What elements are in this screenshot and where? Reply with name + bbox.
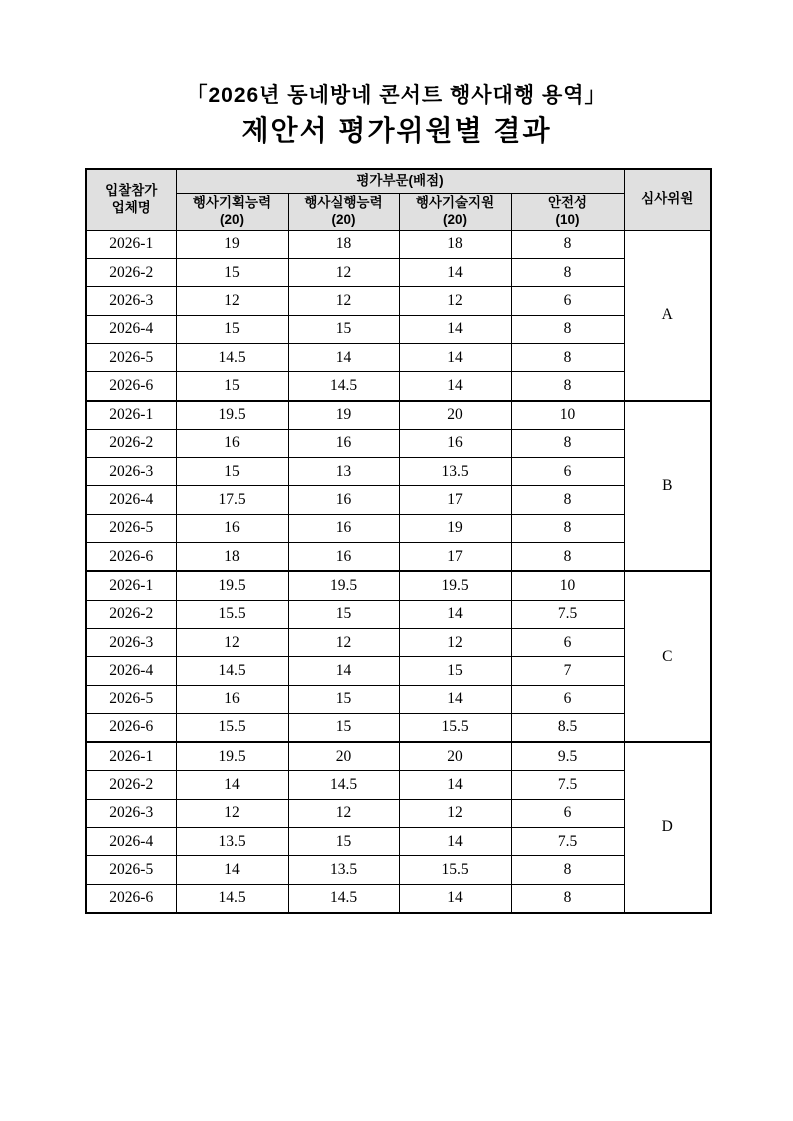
header-col-execution-max: (20)	[331, 211, 356, 227]
header-col-safety-max: (10)	[555, 211, 580, 227]
header-company-line2: 업체명	[111, 199, 151, 215]
score-cell: 17	[399, 543, 511, 572]
score-cell: 17.5	[176, 486, 288, 514]
score-cell: 15	[288, 827, 399, 855]
company-name-cell: 2026-4	[86, 486, 176, 514]
score-cell: 14	[399, 884, 511, 913]
header-col-execution	[288, 194, 399, 231]
score-cell: 8	[511, 259, 624, 287]
score-cell: 15	[288, 315, 399, 343]
score-cell: 12	[288, 799, 399, 827]
company-name-cell: 2026-5	[86, 343, 176, 371]
header-col-safety	[511, 194, 624, 231]
score-cell: 19.5	[176, 742, 288, 771]
score-cell: 12	[176, 628, 288, 656]
table-row	[86, 315, 711, 343]
score-cell: 14	[176, 771, 288, 799]
score-cell: 12	[399, 287, 511, 315]
score-cell: 14	[399, 600, 511, 628]
score-cell: 13.5	[399, 458, 511, 486]
score-cell: 14	[399, 343, 511, 371]
company-name-cell: 2026-5	[86, 685, 176, 713]
score-cell: 16	[176, 685, 288, 713]
score-cell: 10	[511, 571, 624, 600]
company-name-cell: 2026-5	[86, 514, 176, 542]
table-row	[86, 799, 711, 827]
company-name-cell: 2026-4	[86, 657, 176, 685]
header-row-sub	[86, 194, 711, 231]
score-cell: 19	[176, 230, 288, 258]
company-name-cell: 2026-4	[86, 315, 176, 343]
table-row	[86, 486, 711, 514]
score-cell: 8	[511, 315, 624, 343]
table-row	[86, 401, 711, 430]
score-cell: 15	[176, 315, 288, 343]
header-col-planning-max: (20)	[219, 211, 244, 227]
score-cell: 6	[511, 458, 624, 486]
score-cell: 6	[511, 799, 624, 827]
score-cell: 6	[511, 685, 624, 713]
table-row	[86, 827, 711, 855]
score-cell: 15	[288, 713, 399, 742]
score-cell: 14.5	[288, 372, 399, 401]
header-col-techsupport	[399, 194, 511, 231]
score-cell: 19	[399, 514, 511, 542]
company-name-cell: 2026-1	[86, 401, 176, 430]
document-title: 「2026년 동네방네 콘서트 행사대행 용역」	[186, 84, 607, 107]
score-cell: 12	[176, 799, 288, 827]
score-cell: 16	[288, 429, 399, 457]
judge-cell: A	[624, 230, 711, 400]
score-cell: 14.5	[288, 771, 399, 799]
score-cell: 15	[288, 600, 399, 628]
score-cell: 14	[288, 343, 399, 371]
score-cell: 15	[176, 458, 288, 486]
score-cell: 13	[288, 458, 399, 486]
score-cell: 14	[399, 259, 511, 287]
table-row	[86, 259, 711, 287]
score-cell: 16	[399, 429, 511, 457]
company-name-cell: 2026-2	[86, 429, 176, 457]
score-cell: 15.5	[176, 713, 288, 742]
company-name-cell: 2026-3	[86, 287, 176, 315]
header-judge: 심사위원	[624, 169, 711, 230]
score-cell: 7.5	[511, 771, 624, 799]
company-name-cell: 2026-3	[86, 799, 176, 827]
table-row	[86, 713, 711, 742]
score-cell: 18	[288, 230, 399, 258]
score-cell: 16	[288, 543, 399, 572]
company-name-cell: 2026-1	[86, 571, 176, 600]
score-cell: 15	[399, 657, 511, 685]
score-cell: 13.5	[176, 827, 288, 855]
score-cell: 12	[288, 259, 399, 287]
score-cell: 12	[399, 628, 511, 656]
score-cell: 14	[399, 827, 511, 855]
score-cell: 20	[399, 742, 511, 771]
table-row	[86, 600, 711, 628]
company-name-cell: 2026-1	[86, 742, 176, 771]
judge-cell: C	[624, 571, 711, 742]
title-block	[0, 0, 793, 147]
score-cell: 8	[511, 429, 624, 457]
score-cell: 17	[399, 486, 511, 514]
score-cell: 18	[399, 230, 511, 258]
score-cell: 19	[288, 401, 399, 430]
score-cell: 12	[176, 287, 288, 315]
score-cell: 14.5	[176, 657, 288, 685]
score-cell: 19.5	[288, 571, 399, 600]
table-row	[86, 543, 711, 572]
table-row	[86, 458, 711, 486]
score-cell: 15	[288, 685, 399, 713]
score-cell: 6	[511, 628, 624, 656]
score-cell: 8.5	[511, 713, 624, 742]
table-row	[86, 343, 711, 371]
judge-cell: D	[624, 742, 711, 913]
company-name-cell: 2026-5	[86, 856, 176, 884]
score-cell: 14.5	[176, 343, 288, 371]
company-name-cell: 2026-6	[86, 372, 176, 401]
company-name-cell: 2026-3	[86, 628, 176, 656]
score-cell: 14	[288, 657, 399, 685]
score-cell: 7.5	[511, 827, 624, 855]
score-cell: 6	[511, 287, 624, 315]
header-col-planning	[176, 194, 288, 231]
document-subtitle: 제안서 평가위원별 결과	[241, 115, 552, 146]
score-cell: 16	[288, 514, 399, 542]
score-cell: 19.5	[399, 571, 511, 600]
score-cell: 14	[399, 685, 511, 713]
score-cell: 8	[511, 486, 624, 514]
header-col-execution-name: 행사실행능력	[304, 195, 383, 210]
table-row	[86, 742, 711, 771]
table-row	[86, 657, 711, 685]
score-cell: 15.5	[399, 713, 511, 742]
company-name-cell: 2026-6	[86, 713, 176, 742]
score-cell: 8	[511, 343, 624, 371]
score-cell: 14	[176, 856, 288, 884]
score-cell: 12	[399, 799, 511, 827]
score-cell: 15	[176, 372, 288, 401]
company-name-cell: 2026-3	[86, 458, 176, 486]
score-cell: 15.5	[176, 600, 288, 628]
header-company-line1: 입찰참가	[105, 183, 158, 198]
evaluation-score-table	[85, 168, 712, 914]
company-name-cell: 2026-2	[86, 259, 176, 287]
company-name-cell: 2026-6	[86, 543, 176, 572]
score-cell: 9.5	[511, 742, 624, 771]
score-cell: 13.5	[288, 856, 399, 884]
score-cell: 7.5	[511, 600, 624, 628]
company-name-cell: 2026-6	[86, 884, 176, 913]
score-cell: 14	[399, 771, 511, 799]
header-col-planning-name: 행사기획능력	[192, 195, 272, 210]
score-cell: 16	[288, 486, 399, 514]
header-row-group	[86, 169, 711, 194]
score-cell: 14	[399, 315, 511, 343]
table-row	[86, 372, 711, 401]
company-name-cell: 2026-2	[86, 600, 176, 628]
header-col-techsupport-name: 행사기술지원	[415, 195, 495, 210]
score-cell: 15	[176, 259, 288, 287]
header-category-group: 평가부문(배점)	[176, 169, 624, 194]
company-name-cell: 2026-2	[86, 771, 176, 799]
score-cell: 12	[288, 628, 399, 656]
table-row	[86, 429, 711, 457]
score-cell: 8	[511, 230, 624, 258]
score-cell: 15.5	[399, 856, 511, 884]
company-name-cell: 2026-1	[86, 230, 176, 258]
table-row	[86, 628, 711, 656]
score-cell: 7	[511, 657, 624, 685]
company-name-cell: 2026-4	[86, 827, 176, 855]
table-row	[86, 287, 711, 315]
table-row	[86, 856, 711, 884]
score-cell: 16	[176, 429, 288, 457]
score-cell: 20	[288, 742, 399, 771]
score-cell: 18	[176, 543, 288, 572]
table-row	[86, 514, 711, 542]
score-cell: 14.5	[288, 884, 399, 913]
score-cell: 8	[511, 372, 624, 401]
score-cell: 19.5	[176, 401, 288, 430]
score-cell: 12	[288, 287, 399, 315]
score-cell: 8	[511, 514, 624, 542]
score-cell: 16	[176, 514, 288, 542]
score-cell: 14.5	[176, 884, 288, 913]
header-col-safety-name: 안전성	[547, 195, 588, 210]
score-table-body	[86, 230, 711, 913]
table-row	[86, 771, 711, 799]
header-company	[86, 169, 176, 230]
score-cell: 14	[399, 372, 511, 401]
judge-cell: B	[624, 401, 711, 572]
score-cell: 10	[511, 401, 624, 430]
score-cell: 20	[399, 401, 511, 430]
score-cell: 8	[511, 856, 624, 884]
score-cell: 8	[511, 543, 624, 572]
score-cell: 8	[511, 884, 624, 913]
table-row	[86, 571, 711, 600]
score-cell: 19.5	[176, 571, 288, 600]
header-col-techsupport-max: (20)	[442, 211, 467, 227]
table-row	[86, 230, 711, 258]
table-row	[86, 685, 711, 713]
table-row	[86, 884, 711, 913]
